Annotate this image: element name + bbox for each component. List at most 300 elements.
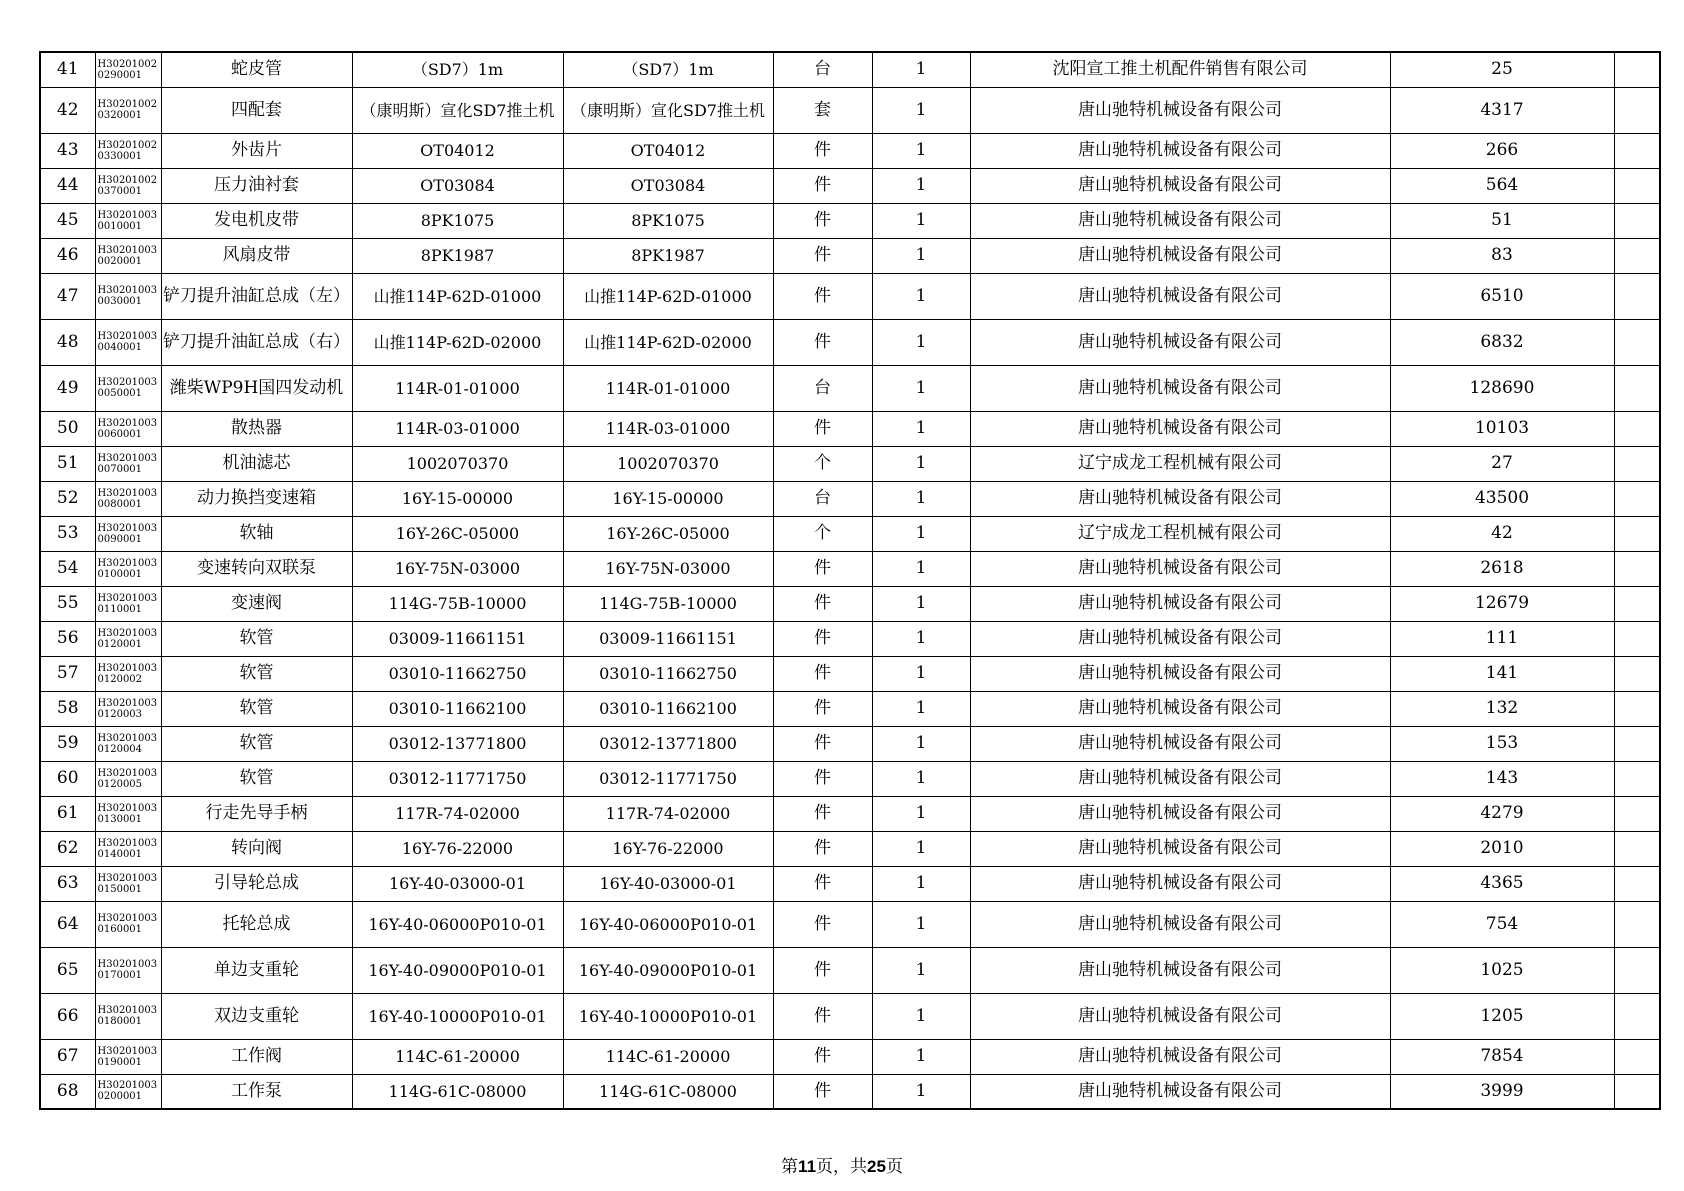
- unit-price-cell: 2618: [1390, 551, 1614, 586]
- row-number-cell: 64: [40, 901, 95, 947]
- quantity-cell: 1: [872, 446, 970, 481]
- row-number-cell: 62: [40, 831, 95, 866]
- part-name-cell: 铲刀提升油缸总成（左）: [161, 273, 352, 319]
- quantity-cell: 1: [872, 796, 970, 831]
- spec-model-2-cell: 16Y-40-03000-01: [563, 866, 773, 901]
- spec-model-cell: 16Y-40-10000P010-01: [352, 993, 563, 1039]
- table-row: [40, 551, 1660, 586]
- row-number-cell: 43: [40, 133, 95, 168]
- remark-cell: [1614, 365, 1660, 411]
- remark-cell: [1614, 621, 1660, 656]
- unit-cell: 件: [773, 866, 872, 901]
- spec-model-2-cell: 114G-75B-10000: [563, 586, 773, 621]
- supplier-name-cell: 唐山驰特机械设备有限公司: [970, 481, 1390, 516]
- supplier-name-cell: 唐山驰特机械设备有限公司: [970, 866, 1390, 901]
- part-name-cell: 工作阀: [161, 1039, 352, 1074]
- table-row: [40, 947, 1660, 993]
- spec-model-2-cell: 16Y-40-10000P010-01: [563, 993, 773, 1039]
- unit-cell: 件: [773, 133, 872, 168]
- spec-model-cell: 117R-74-02000: [352, 796, 563, 831]
- spec-model-2-cell: 03010-11662100: [563, 691, 773, 726]
- spec-model-2-cell: （SD7）1m: [563, 52, 773, 87]
- spec-model-2-cell: 03009-11661151: [563, 621, 773, 656]
- unit-price-cell: 7854: [1390, 1039, 1614, 1074]
- remark-cell: [1614, 796, 1660, 831]
- spec-model-cell: 03010-11662100: [352, 691, 563, 726]
- spec-model-2-cell: 114R-01-01000: [563, 365, 773, 411]
- supplier-name-cell: 辽宁成龙工程机械有限公司: [970, 516, 1390, 551]
- supplier-name-cell: 唐山驰特机械设备有限公司: [970, 203, 1390, 238]
- row-number-cell: 49: [40, 365, 95, 411]
- spec-model-cell: 山推114P-62D-01000: [352, 273, 563, 319]
- table-row: [40, 621, 1660, 656]
- spec-model-cell: 03012-13771800: [352, 726, 563, 761]
- material-code-cell: H30201003 0120005: [95, 761, 161, 796]
- unit-cell: 件: [773, 411, 872, 446]
- spec-model-2-cell: （康明斯）宣化SD7推土机: [563, 87, 773, 133]
- unit-price-cell: 42: [1390, 516, 1614, 551]
- unit-price-cell: 12679: [1390, 586, 1614, 621]
- row-number-cell: 48: [40, 319, 95, 365]
- unit-cell: 件: [773, 273, 872, 319]
- row-number-cell: 65: [40, 947, 95, 993]
- spec-model-2-cell: 16Y-40-06000P010-01: [563, 901, 773, 947]
- quantity-cell: 1: [872, 901, 970, 947]
- footer-prefix: 第: [781, 1157, 799, 1177]
- spec-model-2-cell: 16Y-75N-03000: [563, 551, 773, 586]
- quantity-cell: 1: [872, 168, 970, 203]
- spec-model-2-cell: 03010-11662750: [563, 656, 773, 691]
- spec-model-cell: 8PK1075: [352, 203, 563, 238]
- remark-cell: [1614, 52, 1660, 87]
- quantity-cell: 1: [872, 726, 970, 761]
- quantity-cell: 1: [872, 365, 970, 411]
- part-name-cell: 软管: [161, 656, 352, 691]
- spec-model-2-cell: 山推114P-62D-02000: [563, 319, 773, 365]
- table-row: [40, 586, 1660, 621]
- table-row: [40, 446, 1660, 481]
- spec-model-cell: 1002070370: [352, 446, 563, 481]
- supplier-name-cell: 唐山驰特机械设备有限公司: [970, 365, 1390, 411]
- quantity-cell: 1: [872, 551, 970, 586]
- spec-model-cell: 16Y-26C-05000: [352, 516, 563, 551]
- part-name-cell: 散热器: [161, 411, 352, 446]
- table-row: [40, 656, 1660, 691]
- unit-cell: 件: [773, 993, 872, 1039]
- quantity-cell: 1: [872, 133, 970, 168]
- spec-model-cell: 16Y-40-09000P010-01: [352, 947, 563, 993]
- unit-price-cell: 143: [1390, 761, 1614, 796]
- supplier-name-cell: 唐山驰特机械设备有限公司: [970, 901, 1390, 947]
- spec-model-2-cell: 117R-74-02000: [563, 796, 773, 831]
- part-name-cell: 变速转向双联泵: [161, 551, 352, 586]
- unit-cell: 件: [773, 319, 872, 365]
- remark-cell: [1614, 411, 1660, 446]
- material-code-cell: H30201003 0150001: [95, 866, 161, 901]
- unit-price-cell: 6510: [1390, 273, 1614, 319]
- supplier-name-cell: 唐山驰特机械设备有限公司: [970, 621, 1390, 656]
- part-name-cell: 单边支重轮: [161, 947, 352, 993]
- material-code-cell: H30201003 0100001: [95, 551, 161, 586]
- unit-price-cell: 266: [1390, 133, 1614, 168]
- supplier-name-cell: 唐山驰特机械设备有限公司: [970, 761, 1390, 796]
- current-page: 11: [798, 1157, 817, 1176]
- part-name-cell: 机油滤芯: [161, 446, 352, 481]
- spec-model-2-cell: 114G-61C-08000: [563, 1074, 773, 1109]
- supplier-name-cell: 唐山驰特机械设备有限公司: [970, 319, 1390, 365]
- remark-cell: [1614, 993, 1660, 1039]
- supplier-name-cell: 唐山驰特机械设备有限公司: [970, 796, 1390, 831]
- spec-model-2-cell: 1002070370: [563, 446, 773, 481]
- unit-price-cell: 25: [1390, 52, 1614, 87]
- remark-cell: [1614, 1039, 1660, 1074]
- spec-model-2-cell: 16Y-26C-05000: [563, 516, 773, 551]
- part-name-cell: 潍柴WP9H国四发动机: [161, 365, 352, 411]
- part-name-cell: 动力换挡变速箱: [161, 481, 352, 516]
- table-row: [40, 411, 1660, 446]
- table-row: [40, 831, 1660, 866]
- unit-price-cell: 564: [1390, 168, 1614, 203]
- material-code-cell: H30201003 0170001: [95, 947, 161, 993]
- remark-cell: [1614, 1074, 1660, 1109]
- unit-cell: 件: [773, 1039, 872, 1074]
- remark-cell: [1614, 203, 1660, 238]
- row-number-cell: 45: [40, 203, 95, 238]
- spec-model-2-cell: 114R-03-01000: [563, 411, 773, 446]
- row-number-cell: 63: [40, 866, 95, 901]
- quantity-cell: 1: [872, 656, 970, 691]
- quantity-cell: 1: [872, 1039, 970, 1074]
- spec-model-cell: （SD7）1m: [352, 52, 563, 87]
- material-code-cell: H30201003 0110001: [95, 586, 161, 621]
- spec-model-2-cell: 16Y-76-22000: [563, 831, 773, 866]
- row-number-cell: 53: [40, 516, 95, 551]
- unit-price-cell: 27: [1390, 446, 1614, 481]
- material-code-cell: H30201003 0120003: [95, 691, 161, 726]
- unit-price-cell: 141: [1390, 656, 1614, 691]
- supplier-name-cell: 唐山驰特机械设备有限公司: [970, 831, 1390, 866]
- unit-cell: 台: [773, 52, 872, 87]
- remark-cell: [1614, 238, 1660, 273]
- remark-cell: [1614, 516, 1660, 551]
- table-row: [40, 516, 1660, 551]
- row-number-cell: 42: [40, 87, 95, 133]
- material-code-cell: H30201002 0320001: [95, 87, 161, 133]
- unit-cell: 件: [773, 621, 872, 656]
- quantity-cell: 1: [872, 516, 970, 551]
- supplier-name-cell: 唐山驰特机械设备有限公司: [970, 1074, 1390, 1109]
- unit-price-cell: 111: [1390, 621, 1614, 656]
- spec-model-2-cell: 03012-13771800: [563, 726, 773, 761]
- row-number-cell: 61: [40, 796, 95, 831]
- material-code-cell: H30201003 0090001: [95, 516, 161, 551]
- part-name-cell: 软轴: [161, 516, 352, 551]
- material-code-cell: H30201003 0180001: [95, 993, 161, 1039]
- table-row: [40, 1039, 1660, 1074]
- part-name-cell: 软管: [161, 726, 352, 761]
- supplier-name-cell: 唐山驰特机械设备有限公司: [970, 656, 1390, 691]
- supplier-name-cell: 唐山驰特机械设备有限公司: [970, 726, 1390, 761]
- quantity-cell: 1: [872, 203, 970, 238]
- material-code-cell: H30201003 0080001: [95, 481, 161, 516]
- quantity-cell: 1: [872, 586, 970, 621]
- page-footer: [0, 1152, 1684, 1177]
- remark-cell: [1614, 901, 1660, 947]
- spec-model-cell: 114C-61-20000: [352, 1039, 563, 1074]
- quantity-cell: 1: [872, 621, 970, 656]
- material-code-cell: H30201003 0120004: [95, 726, 161, 761]
- remark-cell: [1614, 947, 1660, 993]
- row-number-cell: 47: [40, 273, 95, 319]
- remark-cell: [1614, 761, 1660, 796]
- supplier-name-cell: 唐山驰特机械设备有限公司: [970, 691, 1390, 726]
- spec-model-2-cell: 16Y-40-09000P010-01: [563, 947, 773, 993]
- table-row: [40, 691, 1660, 726]
- quantity-cell: 1: [872, 831, 970, 866]
- row-number-cell: 44: [40, 168, 95, 203]
- spec-model-cell: 03010-11662750: [352, 656, 563, 691]
- spec-model-cell: 16Y-40-06000P010-01: [352, 901, 563, 947]
- remark-cell: [1614, 586, 1660, 621]
- spec-model-2-cell: 03012-11771750: [563, 761, 773, 796]
- remark-cell: [1614, 133, 1660, 168]
- spec-model-cell: 03009-11661151: [352, 621, 563, 656]
- unit-price-cell: 83: [1390, 238, 1614, 273]
- table-row: [40, 993, 1660, 1039]
- row-number-cell: 50: [40, 411, 95, 446]
- spec-model-2-cell: 8PK1075: [563, 203, 773, 238]
- unit-price-cell: 6832: [1390, 319, 1614, 365]
- part-name-cell: 转向阀: [161, 831, 352, 866]
- unit-price-cell: 1025: [1390, 947, 1614, 993]
- material-code-cell: H30201003 0030001: [95, 273, 161, 319]
- material-code-cell: H30201002 0370001: [95, 168, 161, 203]
- spec-model-2-cell: 114C-61-20000: [563, 1039, 773, 1074]
- material-code-cell: H30201002 0290001: [95, 52, 161, 87]
- spec-model-cell: 山推114P-62D-02000: [352, 319, 563, 365]
- unit-cell: 个: [773, 516, 872, 551]
- row-number-cell: 66: [40, 993, 95, 1039]
- remark-cell: [1614, 831, 1660, 866]
- supplier-name-cell: 唐山驰特机械设备有限公司: [970, 947, 1390, 993]
- table-row: [40, 866, 1660, 901]
- unit-cell: 件: [773, 831, 872, 866]
- material-code-cell: H30201003 0190001: [95, 1039, 161, 1074]
- unit-price-cell: 132: [1390, 691, 1614, 726]
- remark-cell: [1614, 656, 1660, 691]
- material-code-cell: H30201003 0120002: [95, 656, 161, 691]
- unit-cell: 件: [773, 203, 872, 238]
- material-code-cell: H30201002 0330001: [95, 133, 161, 168]
- spec-model-cell: 114G-61C-08000: [352, 1074, 563, 1109]
- remark-cell: [1614, 866, 1660, 901]
- spec-model-2-cell: 8PK1987: [563, 238, 773, 273]
- spec-model-2-cell: 16Y-15-00000: [563, 481, 773, 516]
- remark-cell: [1614, 168, 1660, 203]
- footer-middle: 页，共: [816, 1157, 868, 1177]
- part-name-cell: 变速阀: [161, 586, 352, 621]
- unit-price-cell: 153: [1390, 726, 1614, 761]
- remark-cell: [1614, 726, 1660, 761]
- quantity-cell: 1: [872, 319, 970, 365]
- unit-cell: 台: [773, 365, 872, 411]
- material-code-cell: H30201003 0010001: [95, 203, 161, 238]
- quantity-cell: 1: [872, 993, 970, 1039]
- spec-model-cell: 114R-01-01000: [352, 365, 563, 411]
- material-code-cell: H30201003 0130001: [95, 796, 161, 831]
- part-name-cell: 行走先导手柄: [161, 796, 352, 831]
- part-name-cell: 压力油衬套: [161, 168, 352, 203]
- spec-model-cell: 114G-75B-10000: [352, 586, 563, 621]
- parts-table: [39, 51, 1661, 1110]
- table-row: [40, 726, 1660, 761]
- unit-price-cell: 4279: [1390, 796, 1614, 831]
- unit-cell: 件: [773, 551, 872, 586]
- row-number-cell: 51: [40, 446, 95, 481]
- row-number-cell: 41: [40, 52, 95, 87]
- table-body: [40, 52, 1660, 1109]
- unit-price-cell: 4317: [1390, 87, 1614, 133]
- row-number-cell: 68: [40, 1074, 95, 1109]
- table-row: [40, 901, 1660, 947]
- part-name-cell: 铲刀提升油缸总成（右）: [161, 319, 352, 365]
- unit-price-cell: 1205: [1390, 993, 1614, 1039]
- part-name-cell: 发电机皮带: [161, 203, 352, 238]
- unit-cell: 套: [773, 87, 872, 133]
- spec-model-2-cell: OT03084: [563, 168, 773, 203]
- table-row: [40, 133, 1660, 168]
- unit-cell: 件: [773, 238, 872, 273]
- supplier-name-cell: 唐山驰特机械设备有限公司: [970, 238, 1390, 273]
- material-code-cell: H30201003 0120001: [95, 621, 161, 656]
- remark-cell: [1614, 446, 1660, 481]
- unit-price-cell: 2010: [1390, 831, 1614, 866]
- unit-cell: 件: [773, 947, 872, 993]
- material-code-cell: H30201003 0200001: [95, 1074, 161, 1109]
- supplier-name-cell: 唐山驰特机械设备有限公司: [970, 133, 1390, 168]
- supplier-name-cell: 唐山驰特机械设备有限公司: [970, 87, 1390, 133]
- spec-model-2-cell: OT04012: [563, 133, 773, 168]
- spec-model-cell: 03012-11771750: [352, 761, 563, 796]
- footer-suffix: 页: [885, 1157, 903, 1177]
- part-name-cell: 软管: [161, 621, 352, 656]
- spec-model-cell: 8PK1987: [352, 238, 563, 273]
- table-row: [40, 481, 1660, 516]
- quantity-cell: 1: [872, 52, 970, 87]
- unit-price-cell: 10103: [1390, 411, 1614, 446]
- spec-model-2-cell: 山推114P-62D-01000: [563, 273, 773, 319]
- quantity-cell: 1: [872, 238, 970, 273]
- part-name-cell: 工作泵: [161, 1074, 352, 1109]
- supplier-name-cell: 沈阳宣工推土机配件销售有限公司: [970, 52, 1390, 87]
- table-row: [40, 365, 1660, 411]
- unit-cell: 件: [773, 761, 872, 796]
- remark-cell: [1614, 481, 1660, 516]
- table-row: [40, 761, 1660, 796]
- part-name-cell: 风扇皮带: [161, 238, 352, 273]
- table-row: [40, 796, 1660, 831]
- material-code-cell: H30201003 0160001: [95, 901, 161, 947]
- supplier-name-cell: 唐山驰特机械设备有限公司: [970, 411, 1390, 446]
- spec-model-cell: OT04012: [352, 133, 563, 168]
- table-row: [40, 52, 1660, 87]
- row-number-cell: 59: [40, 726, 95, 761]
- material-code-cell: H30201003 0060001: [95, 411, 161, 446]
- quantity-cell: 1: [872, 761, 970, 796]
- supplier-name-cell: 唐山驰特机械设备有限公司: [970, 586, 1390, 621]
- table-row: [40, 203, 1660, 238]
- unit-price-cell: 3999: [1390, 1074, 1614, 1109]
- spec-model-cell: 16Y-40-03000-01: [352, 866, 563, 901]
- table-row: [40, 168, 1660, 203]
- row-number-cell: 56: [40, 621, 95, 656]
- unit-cell: 件: [773, 656, 872, 691]
- remark-cell: [1614, 87, 1660, 133]
- row-number-cell: 60: [40, 761, 95, 796]
- part-name-cell: 蛇皮管: [161, 52, 352, 87]
- unit-cell: 件: [773, 796, 872, 831]
- table-row: [40, 273, 1660, 319]
- material-code-cell: H30201003 0070001: [95, 446, 161, 481]
- quantity-cell: 1: [872, 481, 970, 516]
- unit-cell: 件: [773, 168, 872, 203]
- row-number-cell: 57: [40, 656, 95, 691]
- spec-model-cell: 16Y-76-22000: [352, 831, 563, 866]
- unit-price-cell: 43500: [1390, 481, 1614, 516]
- row-number-cell: 67: [40, 1039, 95, 1074]
- spec-model-cell: （康明斯）宣化SD7推土机: [352, 87, 563, 133]
- unit-cell: 件: [773, 691, 872, 726]
- material-code-cell: H30201003 0050001: [95, 365, 161, 411]
- row-number-cell: 52: [40, 481, 95, 516]
- table-row: [40, 319, 1660, 365]
- unit-cell: 件: [773, 1074, 872, 1109]
- spec-model-cell: OT03084: [352, 168, 563, 203]
- quantity-cell: 1: [872, 273, 970, 319]
- remark-cell: [1614, 273, 1660, 319]
- supplier-name-cell: 唐山驰特机械设备有限公司: [970, 273, 1390, 319]
- part-name-cell: 软管: [161, 691, 352, 726]
- part-name-cell: 托轮总成: [161, 901, 352, 947]
- row-number-cell: 55: [40, 586, 95, 621]
- unit-cell: 台: [773, 481, 872, 516]
- spec-model-cell: 16Y-75N-03000: [352, 551, 563, 586]
- unit-price-cell: 754: [1390, 901, 1614, 947]
- supplier-name-cell: 唐山驰特机械设备有限公司: [970, 1039, 1390, 1074]
- unit-cell: 件: [773, 901, 872, 947]
- material-code-cell: H30201003 0040001: [95, 319, 161, 365]
- supplier-name-cell: 唐山驰特机械设备有限公司: [970, 551, 1390, 586]
- material-code-cell: H30201003 0020001: [95, 238, 161, 273]
- quantity-cell: 1: [872, 1074, 970, 1109]
- row-number-cell: 58: [40, 691, 95, 726]
- supplier-name-cell: 唐山驰特机械设备有限公司: [970, 168, 1390, 203]
- remark-cell: [1614, 691, 1660, 726]
- quantity-cell: 1: [872, 866, 970, 901]
- unit-price-cell: 128690: [1390, 365, 1614, 411]
- total-pages: 25: [867, 1157, 886, 1176]
- unit-cell: 个: [773, 446, 872, 481]
- unit-price-cell: 4365: [1390, 866, 1614, 901]
- row-number-cell: 54: [40, 551, 95, 586]
- quantity-cell: 1: [872, 87, 970, 133]
- quantity-cell: 1: [872, 947, 970, 993]
- table-row: [40, 238, 1660, 273]
- supplier-name-cell: 辽宁成龙工程机械有限公司: [970, 446, 1390, 481]
- remark-cell: [1614, 319, 1660, 365]
- table-row: [40, 1074, 1660, 1109]
- part-name-cell: 外齿片: [161, 133, 352, 168]
